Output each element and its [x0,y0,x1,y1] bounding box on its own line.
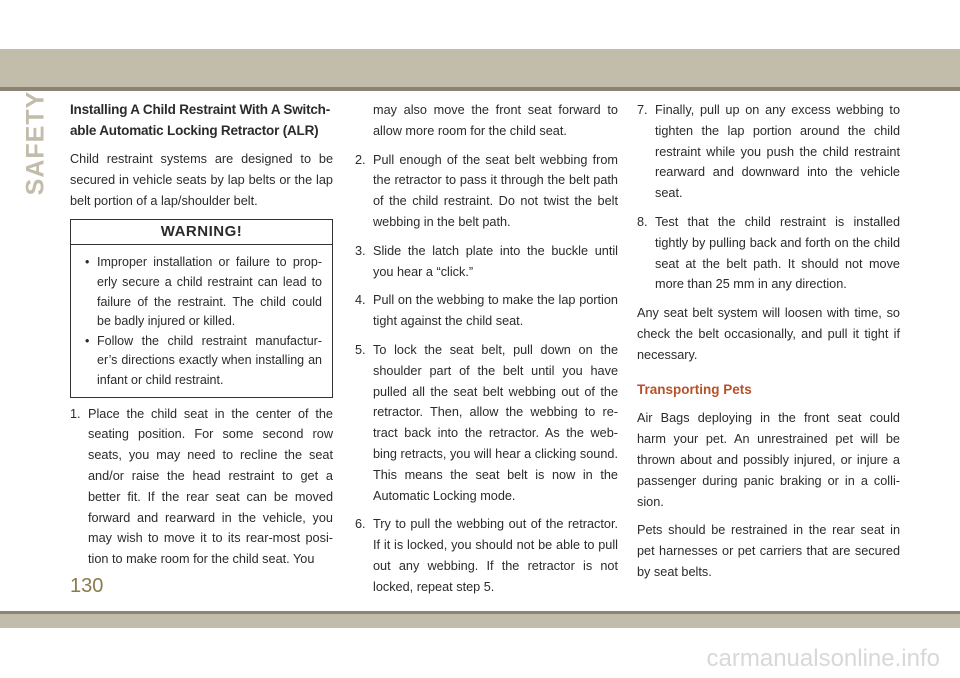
column-3 [637,100,900,591]
column-2 [355,100,618,606]
step-number: 4. [355,293,366,308]
step-text: Pull enough of the seat belt webbing from the retractor to pass it through the belt path of the child restraint. Do not twist the belt webbing in the belt path. [373,152,618,229]
transporting-pets-heading: Transporting Pets [637,381,752,397]
step-text: Finally, pull up on any excess webbing to tighten the lap portion around the child restraint while you push the child restraint rearward and downward into the vehicle seat. [655,103,900,201]
side-tab-label: SAFETY [21,90,50,196]
pets-paragraph-1: Air Bags deploying in the front seat could harm your pet. An unrestrained pet will be thrown about and possibly injured, or injure a passenger during panic braking or in a colli-sion. [637,411,900,509]
intro-paragraph: Child restraint systems are designed to be secured in vehicle seats by lap belts or the lap belt portion of a lap/shoulder belt. [70,152,333,208]
steps-list-part-3 [637,100,900,295]
column-1 [70,100,333,570]
step-number: 1. [70,406,81,421]
top-divider [0,87,960,91]
watermark: carmanualsonline.info [706,645,940,672]
step-number: 6. [355,517,366,532]
step-item-7 [637,100,900,204]
step-text: To lock the seat belt, pull down on the shoulder part of the belt until you have pulled all the seat belt webbing out of the retractor. Then, allow the webbing to re-tract back into the retractor. As the web-bing retracts, you will hear a clicking sound. This means the seat belt is now in the Automatic Locking mode. [373,342,618,503]
step-text: Place the child seat in the center of the seating position. For some second row seats, you may need to recline the seat and/or raise the head restraint to get a better fit. If the rear seat can be moved forward and rearward in the vehicle, you may wish to move it to its rear-most posi-tion to make room for the child seat. You [88,406,333,567]
step-item-1 [70,404,333,570]
step-text: Try to pull the webbing out of the retractor. If it is locked, you should not be able to pull out any webbing. If the retractor is not locked, repeat step 5. [373,517,618,594]
step-item-4 [355,290,618,332]
step-number: 7. [637,103,648,117]
step-number: 5. [355,342,366,357]
step-item-2 [355,150,618,233]
step-number: 8. [637,214,648,229]
step-text: Pull on the webbing to make the lap portion tight against the child seat. [373,293,618,329]
bottom-band [0,614,960,628]
page-number: 130 [70,575,104,597]
step-item-6 [355,514,618,597]
section-heading: Installing A Child Restraint With A Switch-able Automatic Locking Retractor (ALR) [70,102,331,138]
step-number: 3. [355,243,366,258]
top-band [0,49,960,87]
section-side-tab [22,88,50,198]
warning-title: WARNING! [71,220,332,245]
steps-list-part-2 [355,150,618,598]
warning-list [71,245,332,396]
warning-item: • Improper installation or failure to prop-erly secure a child restraint can lead to failure of the restraint. The child could be badly injured or killed. [81,253,322,331]
step-1-continuation: may also move the front seat forward to allow more room for the child seat. [373,103,618,138]
step-number: 2. [355,152,366,167]
warning-box [70,219,333,397]
warning-item: • Follow the child restraint manufactur-er’s directions exactly when installing an infant or child restraint. [81,332,322,391]
step-item-8 [637,212,900,295]
step-text: Slide the latch plate into the buckle until you hear a “click.” [373,243,618,279]
steps-list-part-1 [70,404,333,570]
step-text: Test that the child restraint is installed tightly by pulling back and forth on the child seat at the belt path. It should not move more than 25 mm in any direction. [655,214,900,292]
step-item-3 [355,241,618,283]
step-item-5 [355,340,618,506]
belt-note-paragraph: Any seat belt system will loosen with time, so check the belt occasionally, and pull it tight if necessary. [637,306,900,362]
pets-paragraph-2: Pets should be restrained in the rear seat in pet harnesses or pet carriers that are secured by seat belts. [637,523,900,579]
